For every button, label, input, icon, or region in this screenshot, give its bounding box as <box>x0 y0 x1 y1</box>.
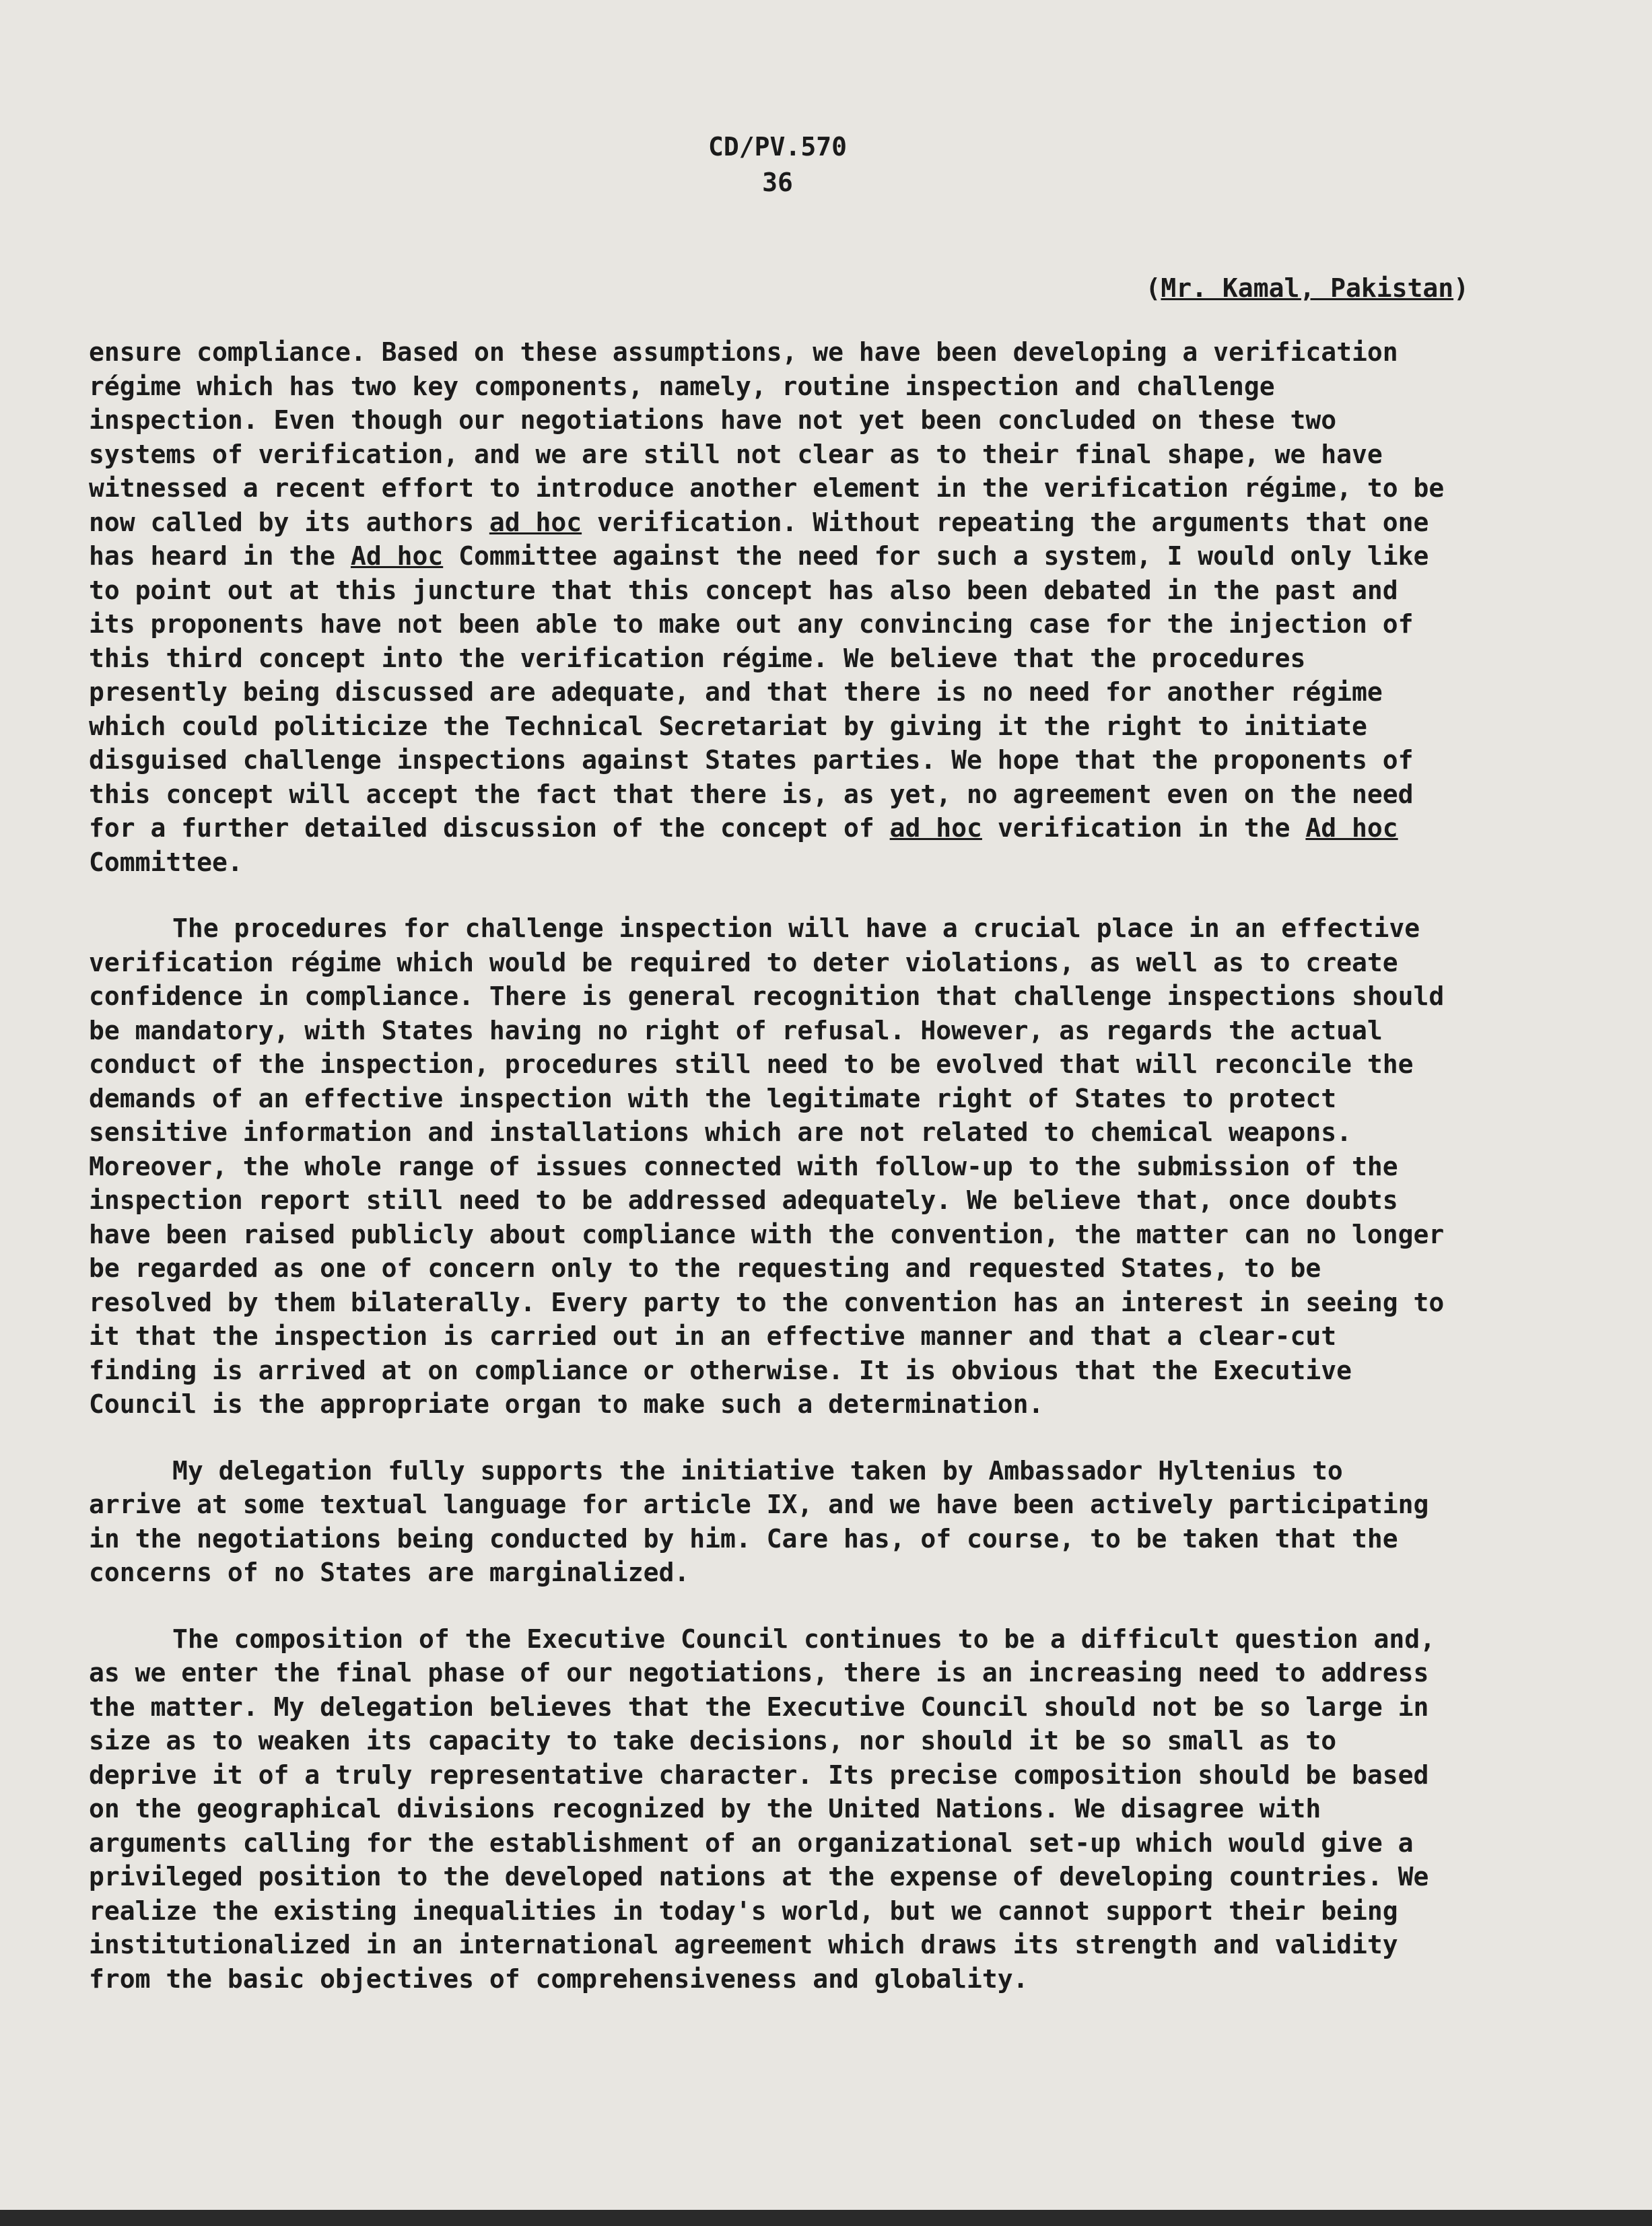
speaker-open-paren: ( <box>1145 273 1161 303</box>
statement-body <box>89 335 1449 1996</box>
underlined-term: ad hoc <box>889 813 982 843</box>
paragraph-executive-council: The composition of the Executive Council continues to be a difficult question and, as we enter the final phase of our negotiations, there is an increasing need to address the matter. My delegation believes that the Executive Council should not be so large in size as to weaken its capacity to take decisions, nor should it be so small as to deprive it of a truly representative character. Its precise composition should be based on the geographical divisions recognized by the United Nations. We disagree with arguments calling for the establishment of an organizational set-up which would give a privileged position to the developed nations at the expense of developing countries. We realize the existing inequalities in today's world, but we cannot support their being institutionalized in an international agreement which draws its strength and validity from the basic objectives of comprehensiveness and globality. <box>89 1624 1435 1994</box>
paragraph-continuation <box>89 335 1449 879</box>
underlined-term: ad hoc <box>489 507 582 537</box>
speaker-attribution <box>1146 271 1469 306</box>
paragraph-article-ix: My delegation fully supports the initiative taken by Ambassador Hyltenius to arrive at some textual language for article IX, and we have been actively participating in the negotiations being conducted by him. Care has, of course, to be taken that the concerns of no States are marginalized. <box>89 1455 1429 1587</box>
scan-edge <box>0 2210 1652 2226</box>
page-number: 36 <box>762 168 793 197</box>
paragraph-text: ensure compliance. Based on these assumptions, we have been developing a verification régime which has two key components, namely, routine inspection and challenge inspection. Even though our negotiations have not yet been concluded on these two systems of verification, and we are still not clear as to their final shape, we have witnessed a recent effort to introduce another element in the verification régime, to be now called by its authors <box>89 337 1445 537</box>
speaker-name: Mr. Kamal, Pakistan <box>1161 273 1454 303</box>
paragraph-text: Committee. <box>89 847 243 877</box>
paragraph-text: verification. Without repeating the arguments that one has heard in the <box>89 507 1429 571</box>
underlined-term: Ad hoc <box>1305 813 1398 843</box>
paragraph-challenge-inspection: The procedures for challenge inspection will have a crucial place in an effective verification régime which would be required to deter violations, as well as to create confidence in compliance. There is general recognition that challenge inspections should be mandatory, with States having no right of refusal. However, as regards the actual conduct of the inspection, procedures still need to be evolved that will reconcile the demands of an effective inspection with the legitimate right of States to protect sensitive information and installations which are not related to chemical weapons. Moreover, the whole range of issues connected with follow-up to the submission of the inspection report still need to be addressed adequately. We believe that, once doubts have been raised publicly about compliance with the convention, the matter can no longer be regarded as one of concern only to the requesting and requested States, to be resolved by them bilaterally. Every party to the convention has an interest in seeing to it that the inspection is carried out in an effective manner and that a clear-cut finding is arrived at on compliance or otherwise. It is obvious that the Executive Council is the appropriate organ to make such a determination. <box>89 913 1445 1419</box>
underlined-term: Ad hoc <box>350 541 444 571</box>
paragraph-text: verification in the <box>982 813 1306 843</box>
document-symbol: CD/PV.570 <box>708 132 847 162</box>
speaker-close-paren: ) <box>1453 273 1469 303</box>
paragraph-text: Committee against the need for such a system, I would only like to point out at this juncture that this concept has also been debated in the past and its proponents have not been able to make out any convincing case for the injection of this third concept into the verification régime. We believe that the procedures presently being discussed are adequate, and that there is no need for another régime which could politicize the Technical Secretariat by giving it the right to initiate disguised challenge inspections against States parties. We hope that the proponents of this concept will accept the fact that there is, as yet, no agreement even on the need for a further detailed discussion of the concept of <box>89 541 1429 843</box>
